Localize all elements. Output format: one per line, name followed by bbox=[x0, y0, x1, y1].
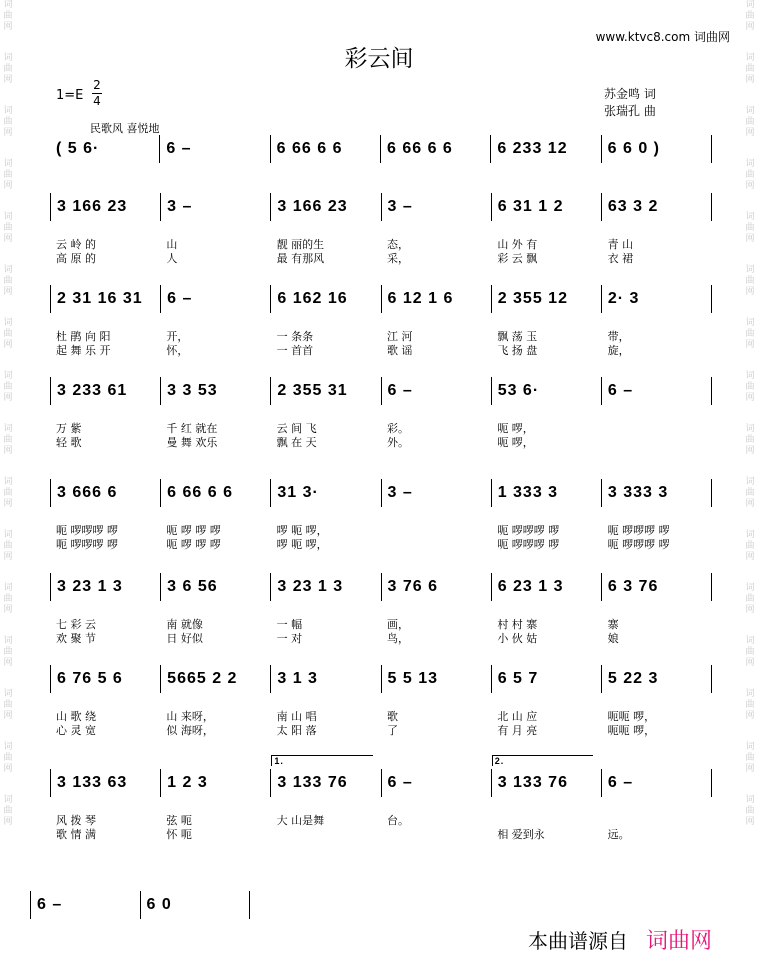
watermark-mark: 词 曲 网 bbox=[745, 530, 755, 562]
measure: 3 133 76 2. bbox=[491, 769, 601, 797]
measure: 6 12 1 6 bbox=[381, 285, 491, 313]
measure: 3 166 23 bbox=[50, 193, 160, 221]
watermark-mark: 词 曲 网 bbox=[3, 318, 13, 350]
measure: 63 3 2 bbox=[601, 193, 712, 221]
measure: 6 – bbox=[601, 769, 712, 797]
composer: 张瑞孔 曲 bbox=[604, 104, 656, 118]
lyric-segment: 太 阳 落 bbox=[276, 724, 317, 737]
watermark-mark: 词 曲 网 bbox=[745, 583, 755, 615]
measure: 3 23 1 3 bbox=[270, 573, 380, 601]
watermark-mark: 词 曲 网 bbox=[3, 689, 13, 721]
measure: 6 – bbox=[159, 135, 269, 163]
watermark-right bbox=[742, 0, 758, 980]
measure: 6 6 0 ) bbox=[601, 135, 712, 163]
footer-text: 本曲谱源自 bbox=[527, 929, 628, 953]
watermark-mark: 词 曲 网 bbox=[745, 318, 755, 350]
lyric-line bbox=[50, 826, 712, 840]
lyric-segment: 呃 啰 啰 啰 bbox=[166, 524, 221, 537]
lyric-line bbox=[50, 812, 712, 826]
lyric-segment: 七 彩 云 bbox=[56, 618, 96, 631]
lyric-segment: 大 山是舞 bbox=[276, 814, 325, 827]
measure: 6 0 bbox=[140, 891, 251, 919]
lyric-segment: 寨 bbox=[607, 618, 619, 631]
lyric-segment: 北 山 应 bbox=[497, 710, 538, 723]
lyric-segment: 呃 啰啰啰 啰 bbox=[497, 538, 560, 551]
measure: 6 233 12 bbox=[490, 135, 600, 163]
lyric-segment: 画， bbox=[386, 618, 409, 631]
lyric-segment: 一 条条 bbox=[276, 330, 314, 343]
measure: 2· 3 bbox=[601, 285, 712, 313]
lyric-segment: 小 伙 姑 bbox=[497, 632, 538, 645]
lyric-segment: 欢 聚 节 bbox=[56, 632, 96, 645]
measure: 3 – bbox=[381, 193, 491, 221]
staff-line bbox=[50, 664, 712, 694]
watermark-mark: 词 曲 网 bbox=[3, 212, 13, 244]
lyric-segment: 怀， bbox=[166, 344, 189, 357]
lyric-segment: 了 bbox=[386, 724, 398, 737]
lyric-segment: 呃 啰啰啰 啰 bbox=[497, 524, 560, 537]
credits bbox=[604, 86, 656, 120]
footer bbox=[528, 924, 712, 955]
watermark-mark: 词 曲 网 bbox=[3, 371, 13, 403]
lyric-segment: 远。 bbox=[607, 828, 630, 841]
lyric-segment: 青 山 bbox=[607, 238, 634, 251]
lyric-segment: 云 岭 的 bbox=[56, 238, 96, 251]
watermark-mark: 词 曲 网 bbox=[3, 795, 13, 827]
time-signature bbox=[92, 78, 102, 109]
lyric-line bbox=[50, 328, 712, 342]
lyric-line bbox=[50, 616, 712, 630]
time-sig-top: 2 bbox=[93, 78, 101, 92]
measure: 6 76 5 6 bbox=[50, 665, 160, 693]
watermark-mark: 词 曲 网 bbox=[3, 106, 13, 138]
watermark-mark: 词 曲 网 bbox=[745, 636, 755, 668]
lyric-segment: 一 幅 bbox=[276, 618, 303, 631]
lyric-segment: 山 bbox=[166, 238, 178, 251]
lyric-segment: 怀 呃 bbox=[166, 828, 192, 841]
measure: 2 355 12 bbox=[491, 285, 601, 313]
site-url[interactable]: www.ktvc8.com 词曲网 bbox=[595, 30, 730, 44]
lyric-segment: 山 歌 绕 bbox=[56, 710, 96, 723]
staff-line bbox=[50, 756, 712, 798]
lyric-segment bbox=[491, 812, 601, 826]
staff-line bbox=[30, 890, 250, 920]
measure: 6 – bbox=[381, 769, 491, 797]
lyric-segment: 曼 舞 欢乐 bbox=[166, 436, 218, 449]
staff-line bbox=[50, 478, 712, 508]
watermark-mark: 词 曲 网 bbox=[3, 742, 13, 774]
lyric-segment: 采， bbox=[386, 252, 409, 265]
lyric-segment: 台。 bbox=[386, 814, 409, 827]
lyric-segment: 江 河 bbox=[386, 330, 413, 343]
watermark-mark: 词 曲 网 bbox=[745, 212, 755, 244]
lyric-segment: 彩。 bbox=[386, 422, 409, 435]
lyric-segment: 弦 呃 bbox=[166, 814, 192, 827]
watermark-mark: 词 曲 网 bbox=[745, 424, 755, 456]
lyric-segment: 呃 啰啰啰 啰 bbox=[607, 524, 670, 537]
lyric-segment: 鸟， bbox=[386, 632, 409, 645]
song-title: 彩云间 bbox=[344, 46, 414, 72]
lyric-line bbox=[50, 250, 712, 264]
watermark-mark: 词 曲 网 bbox=[745, 371, 755, 403]
measure: 3 3 53 bbox=[160, 377, 270, 405]
measure: 3 666 6 bbox=[50, 479, 160, 507]
lyric-segment bbox=[602, 434, 712, 448]
lyric-segment bbox=[381, 826, 491, 840]
measure: 3 133 76 1. bbox=[270, 769, 380, 797]
time-sig-bottom: 4 bbox=[93, 94, 101, 108]
lyricist: 苏金鸣 词 bbox=[604, 87, 656, 101]
lyric-segment: 外。 bbox=[386, 436, 409, 449]
measure: 6 – bbox=[601, 377, 712, 405]
measure: 3 233 61 bbox=[50, 377, 160, 405]
lyric-segment: 一 对 bbox=[276, 632, 303, 645]
lyric-segment: 衣 裙 bbox=[607, 252, 634, 265]
lyric-segment: 呃 啰啰啰 啰 bbox=[56, 538, 118, 551]
watermark-mark: 词 曲 网 bbox=[745, 477, 755, 509]
measure: 31 3· bbox=[270, 479, 380, 507]
lyric-segment bbox=[381, 522, 491, 536]
lyric-line bbox=[50, 630, 712, 644]
lyric-segment: 呃 啰啰啰 啰 bbox=[56, 524, 118, 537]
lyric-segment: 啰 呃 啰， bbox=[276, 538, 328, 551]
lyric-segment: 风 拨 琴 bbox=[56, 814, 96, 827]
measure: 6 3 76 bbox=[601, 573, 712, 601]
watermark-mark: 词 曲 网 bbox=[745, 689, 755, 721]
measure: 5665 2 2 bbox=[160, 665, 270, 693]
watermark-left bbox=[0, 0, 16, 980]
lyric-line bbox=[50, 708, 712, 722]
measure: 3 – bbox=[381, 479, 491, 507]
lyric-segment: 啰 呃 啰， bbox=[276, 524, 328, 537]
lyric-segment: 南 就像 bbox=[166, 618, 203, 631]
watermark-mark: 词 曲 网 bbox=[745, 742, 755, 774]
lyric-segment: 有 月 亮 bbox=[497, 724, 538, 737]
measure: 6 – bbox=[381, 377, 491, 405]
lyric-segment: 开， bbox=[166, 330, 189, 343]
measure: 1 333 3 bbox=[491, 479, 601, 507]
staff-line bbox=[50, 376, 712, 406]
lyric-segment: 娘 bbox=[607, 632, 619, 645]
lyric-segment: 云 间 飞 bbox=[276, 422, 317, 435]
lyric-segment: 日 好似 bbox=[166, 632, 203, 645]
measure: 6 23 1 3 bbox=[491, 573, 601, 601]
lyric-segment: 歌 bbox=[386, 710, 398, 723]
measure: 3 333 3 bbox=[601, 479, 712, 507]
watermark-mark: 词 曲 网 bbox=[3, 636, 13, 668]
measure: 3 23 1 3 bbox=[50, 573, 160, 601]
watermark-mark: 词 曲 网 bbox=[3, 424, 13, 456]
style-marking: 民歌风 喜悦地 bbox=[90, 122, 160, 135]
staff-line bbox=[50, 134, 712, 164]
measure: 6 66 6 6 bbox=[270, 135, 380, 163]
lyric-segment: 最 有那风 bbox=[276, 252, 325, 265]
lyric-segment bbox=[602, 420, 712, 434]
measure: 6 66 6 6 bbox=[380, 135, 490, 163]
watermark-mark: 词 曲 网 bbox=[3, 530, 13, 562]
lyric-segment: 轻 歌 bbox=[56, 436, 82, 449]
measure: 3 1 3 bbox=[270, 665, 380, 693]
watermark-mark: 词 曲 网 bbox=[745, 53, 755, 85]
lyric-segment: 旋， bbox=[607, 344, 630, 357]
watermark-mark: 词 曲 网 bbox=[745, 265, 755, 297]
lyric-segment: 呃 啰 啰 啰 bbox=[166, 538, 221, 551]
lyric-segment: 千 红 就在 bbox=[166, 422, 218, 435]
lyric-segment: 起 舞 乐 开 bbox=[56, 344, 111, 357]
volta-bracket: 1. bbox=[271, 755, 372, 766]
lyric-segment: 南 山 唱 bbox=[276, 710, 317, 723]
measure: 3 6 56 bbox=[160, 573, 270, 601]
lyric-segment: 山 外 有 bbox=[497, 238, 538, 251]
lyric-segment: 人 bbox=[166, 252, 178, 265]
lyric-segment: 歌 谣 bbox=[386, 344, 413, 357]
staff-line bbox=[50, 284, 712, 314]
measure: 3 76 6 bbox=[381, 573, 491, 601]
measure: 3 133 63 bbox=[50, 769, 160, 797]
lyric-segment: 万 紫 bbox=[56, 422, 82, 435]
lyric-segment bbox=[381, 536, 491, 550]
watermark-mark: 词 曲 网 bbox=[3, 265, 13, 297]
watermark-mark: 词 曲 网 bbox=[3, 583, 13, 615]
measure: 3 166 23 bbox=[270, 193, 380, 221]
measure: 6 162 16 bbox=[270, 285, 380, 313]
lyric-segment: 带， bbox=[607, 330, 630, 343]
measure: 5 5 13 bbox=[381, 665, 491, 693]
lyric-line bbox=[50, 342, 712, 356]
measure: ( 5 6· bbox=[56, 140, 100, 157]
watermark-mark: 词 曲 网 bbox=[3, 159, 13, 191]
lyric-segment: 高 原 的 bbox=[56, 252, 96, 265]
volta-bracket: 2. bbox=[492, 755, 593, 766]
lyric-line bbox=[50, 522, 712, 536]
lyric-line bbox=[50, 536, 712, 550]
lyric-segment: 态， bbox=[386, 238, 409, 251]
lyric-segment: 呃 啰， bbox=[497, 436, 534, 449]
watermark-mark: 词 曲 网 bbox=[3, 477, 13, 509]
measure: 5 22 3 bbox=[601, 665, 712, 693]
lyric-line bbox=[50, 722, 712, 736]
measure: 3 – bbox=[160, 193, 270, 221]
lyric-segment: 心 灵 宽 bbox=[56, 724, 96, 737]
lyric-segment: 呃 啰， bbox=[497, 422, 534, 435]
watermark-mark: 词 曲 网 bbox=[745, 106, 755, 138]
measure: 2 355 31 bbox=[270, 377, 380, 405]
lyric-segment bbox=[271, 826, 381, 840]
lyric-line bbox=[50, 236, 712, 250]
measure: 2 31 16 31 bbox=[50, 285, 160, 313]
lyric-line bbox=[50, 434, 712, 448]
measure: 1 2 3 bbox=[160, 769, 270, 797]
watermark-mark: 词 曲 网 bbox=[745, 795, 755, 827]
lyric-segment: 飞 扬 盘 bbox=[497, 344, 538, 357]
lyric-segment: 村 村 寨 bbox=[497, 618, 538, 631]
lyric-segment: 相 爱到永 bbox=[497, 828, 545, 841]
measure: 6 – bbox=[30, 891, 140, 919]
watermark-mark: 词 曲 网 bbox=[3, 53, 13, 85]
key-signature: 1=E bbox=[56, 88, 84, 103]
footer-brand[interactable]: 词曲网 bbox=[645, 929, 712, 954]
staff-line bbox=[50, 192, 712, 222]
lyric-segment: 似 海呀， bbox=[166, 724, 214, 737]
lyric-segment: 山 来呀， bbox=[166, 710, 214, 723]
watermark-mark: 词 曲 网 bbox=[3, 0, 13, 32]
measure: 6 66 6 6 bbox=[160, 479, 270, 507]
measure: 6 – bbox=[160, 285, 270, 313]
lyric-segment: 靓 丽的生 bbox=[276, 238, 325, 251]
lyric-segment: 飘 在 天 bbox=[276, 436, 317, 449]
lyric-segment: 呃 啰啰啰 啰 bbox=[607, 538, 670, 551]
lyric-segment: 彩 云 飘 bbox=[497, 252, 538, 265]
staff-line bbox=[50, 572, 712, 602]
lyric-segment: 呃呃 啰， bbox=[607, 710, 656, 723]
lyric-segment bbox=[602, 812, 712, 826]
lyric-segment: 歌 情 满 bbox=[56, 828, 96, 841]
measure: 53 6· bbox=[491, 377, 601, 405]
watermark-mark: 词 曲 网 bbox=[745, 0, 755, 32]
lyric-segment: 杜 鹃 向 阳 bbox=[56, 330, 111, 343]
measure: 6 31 1 2 bbox=[491, 193, 601, 221]
lyric-segment: 飘 荡 玉 bbox=[497, 330, 538, 343]
measure: 6 5 7 bbox=[491, 665, 601, 693]
lyric-segment: 一 首首 bbox=[276, 344, 314, 357]
lyric-segment: 呃呃 啰， bbox=[607, 724, 656, 737]
watermark-mark: 词 曲 网 bbox=[745, 159, 755, 191]
lyric-line bbox=[50, 420, 712, 434]
